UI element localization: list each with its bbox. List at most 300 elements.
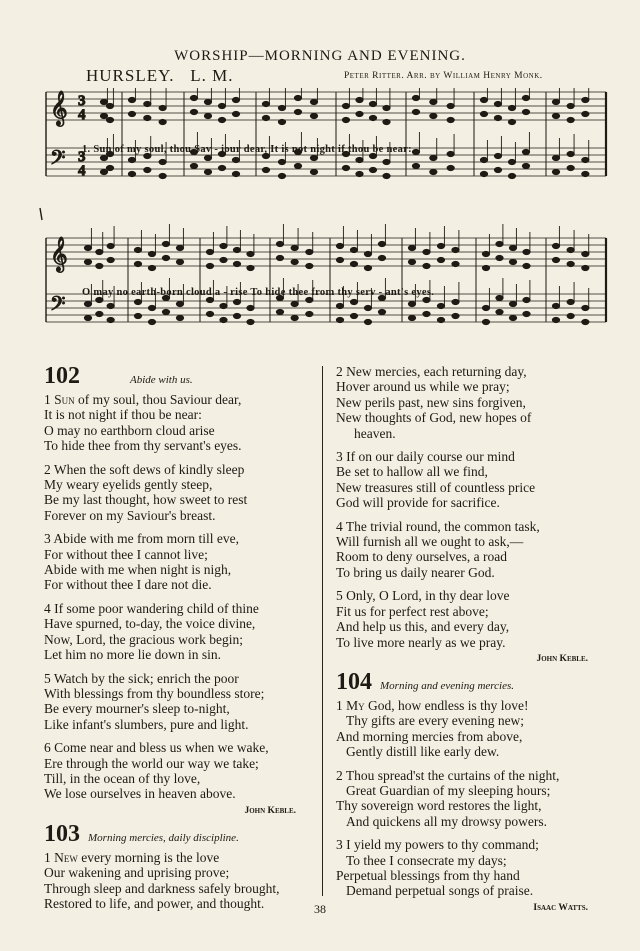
verse-line: And quickens all my drowsy powers. <box>346 813 547 829</box>
note-head <box>496 255 503 260</box>
verse-line: Great Guardian of my sleeping hours; <box>346 782 551 798</box>
note-head <box>310 99 317 104</box>
note-head <box>522 163 529 168</box>
note-head <box>552 317 559 322</box>
note-head <box>494 167 501 172</box>
note-head <box>262 167 269 172</box>
note-head <box>364 251 371 256</box>
verse-line: Be my last thought, how sweet to rest <box>44 492 248 508</box>
verse-line: To bring us daily nearer God. <box>336 564 495 580</box>
verse-line: And help us this, and every day, <box>336 619 510 635</box>
verse-line: 3 If on our daily course our mind <box>336 449 515 465</box>
left-column <box>44 364 316 919</box>
note-head <box>96 249 103 254</box>
note-head <box>582 319 589 324</box>
section-header: WORSHIP—MORNING AND EVENING. <box>174 48 466 64</box>
note-head <box>107 243 114 248</box>
note-head <box>294 109 301 114</box>
note-head <box>107 317 114 322</box>
note-head <box>247 251 254 256</box>
tune-title: HURSLEY. <box>86 66 175 85</box>
verse-line: New treasures still of countless price <box>336 479 536 495</box>
note-head <box>356 111 363 116</box>
note-head <box>482 251 489 256</box>
verse-line: For without thee I cannot live; <box>44 546 208 562</box>
verse-line: Perpetual blessings from thy hand <box>336 867 520 883</box>
note-head <box>100 113 107 118</box>
note-head <box>509 245 516 250</box>
note-head <box>567 313 574 318</box>
note-head <box>291 259 298 264</box>
verse-line: 2 New mercies, each returning day, <box>336 364 527 379</box>
note-head <box>206 263 213 268</box>
verse-line: Restored to life, and power, and thought. <box>44 895 265 911</box>
right-column <box>336 364 602 919</box>
note-head <box>552 99 559 104</box>
note-head <box>278 105 285 110</box>
verse-line: Thy sovereign word restores the light, <box>336 798 542 814</box>
note-head <box>144 115 151 120</box>
note-head <box>159 105 166 110</box>
time-signature: 3 <box>78 149 86 165</box>
note-head <box>100 169 107 174</box>
note-head <box>310 155 317 160</box>
note-head <box>291 245 298 250</box>
note-head <box>452 247 459 252</box>
note-head <box>84 315 91 320</box>
note-head <box>336 303 343 308</box>
note-head <box>452 261 459 266</box>
verse-line: Our wakening and uprising prove; <box>44 865 230 881</box>
note-head <box>278 159 285 164</box>
note-head <box>496 295 503 300</box>
note-head <box>552 169 559 174</box>
note-head <box>144 167 151 172</box>
note-head <box>412 95 419 100</box>
hymn-tune-score <box>38 88 608 350</box>
note-head <box>128 171 135 176</box>
note-head <box>106 103 113 108</box>
note-head <box>423 249 430 254</box>
note-head <box>342 165 349 170</box>
verse-line: 4 The trivial round, the common task, <box>336 518 540 534</box>
note-head <box>176 301 183 306</box>
verse-line: 5 Only, O Lord, in thy dear love <box>336 588 510 604</box>
verse-line: 2 When the soft dews of kindly sleep <box>44 461 245 477</box>
note-head <box>480 111 487 116</box>
note-head <box>176 259 183 264</box>
hymn-102-verses <box>44 392 316 802</box>
note-head <box>447 165 454 170</box>
note-head <box>262 115 269 120</box>
verse-line: Demand perpetual songs of praise. <box>346 883 534 899</box>
note-head <box>364 319 371 324</box>
note-head <box>159 159 166 164</box>
verse-line: And morning mercies from above, <box>336 728 523 744</box>
note-head <box>291 301 298 306</box>
note-head <box>96 311 103 316</box>
note-head <box>508 105 515 110</box>
note-head <box>206 311 213 316</box>
note-head <box>509 301 516 306</box>
note-head <box>582 251 589 256</box>
note-head <box>306 311 313 316</box>
note-head <box>218 103 225 108</box>
hymn-102-heading <box>44 364 316 388</box>
note-head <box>369 167 376 172</box>
note-head <box>204 155 211 160</box>
hymn-102-verse-6 <box>44 740 316 802</box>
bass-clef: 𝄢 <box>50 292 66 320</box>
note-head <box>218 117 225 122</box>
verse-line: Hover around us while we pray; <box>336 379 510 395</box>
verse-line: 1 New every morning is the love <box>44 849 220 865</box>
note-head <box>247 305 254 310</box>
note-head <box>233 299 240 304</box>
note-head <box>100 155 107 160</box>
hymn-102-verse-4 <box>44 601 316 663</box>
note-head <box>220 303 227 308</box>
note-head <box>218 165 225 170</box>
note-head <box>509 315 516 320</box>
note-head <box>176 315 183 320</box>
note-head <box>350 261 357 266</box>
note-head <box>276 255 283 260</box>
note-head <box>162 241 169 246</box>
note-head <box>306 263 313 268</box>
note-head <box>220 257 227 262</box>
note-head <box>276 309 283 314</box>
hymn-104-heading <box>336 670 602 694</box>
note-head <box>480 157 487 162</box>
note-head <box>204 169 211 174</box>
note-head <box>144 101 151 106</box>
verse-line: Be set to hallow all we find, <box>336 464 488 480</box>
hymn-102-cont-verse-1 <box>336 364 602 441</box>
note-head <box>369 115 376 120</box>
note-head <box>220 317 227 322</box>
note-head <box>383 119 390 124</box>
note-head <box>206 249 213 254</box>
note-head <box>408 259 415 264</box>
hymn-title: Morning and evening mercies. <box>380 679 515 692</box>
verse-line: My weary eyelids gently steep, <box>44 477 213 493</box>
note-head <box>582 305 589 310</box>
hymn-102-cont-verse-3 <box>336 519 602 581</box>
note-head <box>523 263 530 268</box>
note-head <box>276 241 283 246</box>
hymn-103-verses-continued <box>336 364 602 650</box>
verse-line: heaven. <box>354 425 396 441</box>
note-head <box>176 245 183 250</box>
verse-line: 3 I yield my powers to thy command; <box>336 837 539 853</box>
time-signature: 3 <box>78 93 86 109</box>
verse-line: Have spurned, to-day, the voice divine, <box>44 616 256 632</box>
note-head <box>342 117 349 122</box>
note-head <box>148 265 155 270</box>
note-head <box>408 245 415 250</box>
verse-line: Forever on my Saviour's breast. <box>44 507 216 523</box>
lyrics-line-1: 1. Sun of my soul, thou Sav - iour dear, It is not night if thou be near: <box>82 144 412 155</box>
note-head <box>482 265 489 270</box>
note-head <box>128 157 135 162</box>
note-head <box>84 301 91 306</box>
note-head <box>232 97 239 102</box>
note-head <box>378 241 385 246</box>
note-head <box>291 315 298 320</box>
note-head <box>134 299 141 304</box>
note-head <box>350 247 357 252</box>
note-head <box>582 265 589 270</box>
treble-clef: 𝄞 <box>50 237 68 272</box>
lyrics-line-2: O may no earth-born cloud a - rise To hide thee from thy serv - ant's eyes. <box>82 287 435 298</box>
hymn-104-verses <box>336 698 602 899</box>
note-head <box>148 319 155 324</box>
note-head <box>190 95 197 100</box>
column-divider <box>322 366 323 896</box>
note-head <box>552 243 559 248</box>
verse-line: 6 Come near and bless us when we wake, <box>44 740 269 756</box>
verse-line: To live more nearly as we pray. <box>336 634 506 650</box>
verse-line: Let him no more lie down in sin. <box>44 647 221 663</box>
verse-line: New thoughts of God, new hopes of <box>336 410 532 426</box>
note-head <box>128 111 135 116</box>
note-head <box>508 159 515 164</box>
note-head <box>582 111 589 116</box>
hymn-102-cont-verse-2 <box>336 449 602 511</box>
note-head <box>582 97 589 102</box>
note-head <box>364 305 371 310</box>
verse-line: Now, Lord, the gracious work begin; <box>44 631 243 647</box>
hymn-title: Morning mercies, daily discipline. <box>88 831 239 844</box>
note-head <box>452 313 459 318</box>
note-head <box>84 259 91 264</box>
hymn-104-verse-3 <box>336 837 602 899</box>
verse-line: Like infant's slumbers, pure and light. <box>44 716 249 732</box>
note-head <box>430 155 437 160</box>
note-head <box>364 265 371 270</box>
note-head <box>430 99 437 104</box>
time-signature: 4 <box>78 163 86 179</box>
tune-meter: L. M. <box>190 66 234 85</box>
note-head <box>523 311 530 316</box>
note-head <box>437 317 444 322</box>
bass-clef: 𝄢 <box>50 146 66 174</box>
note-head <box>159 119 166 124</box>
note-head <box>278 173 285 178</box>
note-head <box>437 243 444 248</box>
note-head <box>496 309 503 314</box>
margin-mark <box>40 208 42 220</box>
note-head <box>567 247 574 252</box>
hymn-103-heading <box>44 822 316 846</box>
note-head <box>378 309 385 314</box>
verse-line: 1 Sun of my soul, thou Saviour dear, <box>44 392 242 407</box>
note-head <box>96 297 103 302</box>
time-signature: 4 <box>78 107 86 123</box>
note-head <box>220 243 227 248</box>
note-head <box>480 171 487 176</box>
tune-name <box>86 66 233 86</box>
note-head <box>509 259 516 264</box>
note-head <box>552 257 559 262</box>
hymn-104-verse-1 <box>336 698 602 760</box>
note-head <box>447 103 454 108</box>
note-head <box>408 301 415 306</box>
note-head <box>508 173 515 178</box>
note-head <box>148 305 155 310</box>
note-head <box>482 319 489 324</box>
note-head <box>350 299 357 304</box>
page-number: 38 <box>314 902 326 916</box>
note-head <box>310 169 317 174</box>
verse-line: New perils past, new sins forgiven, <box>336 394 526 410</box>
verse-line: Through sleep and darkness safely brought, <box>44 880 280 896</box>
hymn-title: Abide with us. <box>130 374 193 386</box>
note-head <box>452 299 459 304</box>
note-head <box>447 151 454 156</box>
note-head <box>232 111 239 116</box>
note-head <box>430 113 437 118</box>
note-head <box>412 163 419 168</box>
note-head <box>567 103 574 108</box>
note-head <box>233 313 240 318</box>
note-head <box>423 297 430 302</box>
note-head <box>369 101 376 106</box>
hymn-number: 104 <box>336 668 372 695</box>
note-head <box>356 157 363 162</box>
note-head <box>552 113 559 118</box>
verse-line: With blessings from thy boundless store; <box>44 685 265 701</box>
note-head <box>294 163 301 168</box>
hymn-102-cont-verse-4 <box>336 588 602 650</box>
note-head <box>100 99 107 104</box>
note-head <box>480 97 487 102</box>
hymn-102-verse-5 <box>44 671 316 733</box>
note-head <box>437 303 444 308</box>
note-head <box>378 255 385 260</box>
note-head <box>522 149 529 154</box>
note-head <box>552 155 559 160</box>
note-head <box>383 159 390 164</box>
note-head <box>350 313 357 318</box>
note-head <box>336 317 343 322</box>
note-head <box>232 171 239 176</box>
note-head <box>522 95 529 100</box>
hymn-number: 103 <box>44 820 80 847</box>
note-head <box>190 109 197 114</box>
note-head <box>423 311 430 316</box>
hymn-103-author: John Keble. <box>536 653 588 664</box>
note-head <box>447 117 454 122</box>
note-head <box>582 171 589 176</box>
note-head <box>206 297 213 302</box>
verse-line: God will provide for sacrifice. <box>336 495 500 511</box>
verse-line: 1 My God, how endless is thy love! <box>336 697 529 713</box>
note-head <box>494 101 501 106</box>
note-head <box>494 153 501 158</box>
note-head <box>106 165 113 170</box>
verse-line: 5 Watch by the sick; enrich the poor <box>44 670 239 686</box>
note-head <box>148 251 155 256</box>
note-head <box>567 261 574 266</box>
note-head <box>336 257 343 262</box>
note-head <box>84 245 91 250</box>
note-head <box>190 163 197 168</box>
hymn-104-author: Isaac Watts. <box>533 902 588 913</box>
note-head <box>262 101 269 106</box>
note-head <box>494 115 501 120</box>
note-head <box>134 313 141 318</box>
note-head <box>383 105 390 110</box>
note-head <box>567 165 574 170</box>
note-head <box>567 299 574 304</box>
note-head <box>204 99 211 104</box>
note-head <box>306 297 313 302</box>
note-head <box>356 97 363 102</box>
verse-line: Room to deny ourselves, a road <box>336 549 507 565</box>
note-head <box>96 263 103 268</box>
note-head <box>423 263 430 268</box>
note-head <box>294 95 301 100</box>
note-head <box>128 97 135 102</box>
note-head <box>233 247 240 252</box>
note-head <box>306 249 313 254</box>
verse-line: Ere through the world our way we take; <box>44 755 259 771</box>
note-head <box>162 309 169 314</box>
note-head <box>522 109 529 114</box>
hymn-104-verse-2 <box>336 768 602 830</box>
verse-line: Will furnish all we ought to ask,— <box>336 534 524 550</box>
verse-line: Abide with me when night is nigh, <box>44 562 232 578</box>
note-head <box>567 117 574 122</box>
note-head <box>134 247 141 252</box>
note-head <box>408 315 415 320</box>
note-head <box>233 261 240 266</box>
note-head <box>162 255 169 260</box>
note-head <box>134 261 141 266</box>
note-head <box>482 305 489 310</box>
note-head <box>310 113 317 118</box>
note-head <box>107 303 114 308</box>
note-head <box>342 103 349 108</box>
note-head <box>430 169 437 174</box>
verse-line: 3 Abide with me from morn till eve, <box>44 531 239 547</box>
treble-clef: 𝄞 <box>50 91 68 126</box>
verse-line: Gently distill like early dew. <box>346 744 500 760</box>
verse-line: To thee I consecrate my days; <box>346 852 507 868</box>
note-head <box>437 257 444 262</box>
note-head <box>567 151 574 156</box>
note-head <box>412 109 419 114</box>
note-head <box>356 171 363 176</box>
note-head <box>412 149 419 154</box>
verse-line: 4 If some poor wandering child of thine <box>44 600 259 616</box>
note-head <box>336 243 343 248</box>
note-head <box>523 249 530 254</box>
note-head <box>106 117 113 122</box>
note-head <box>232 157 239 162</box>
note-head <box>159 173 166 178</box>
note-head <box>552 303 559 308</box>
verse-line: 2 Thou spread'st the curtains of the night, <box>336 767 560 783</box>
verse-line: Fit us for perfect rest above; <box>336 603 489 619</box>
verse-line: Thy gifts are every evening new; <box>346 713 525 729</box>
composer-credit: Peter Ritter. Arr. by William Henry Monk. <box>344 71 543 81</box>
note-head <box>247 265 254 270</box>
hymn-102-author: John Keble. <box>244 805 296 816</box>
note-head <box>107 257 114 262</box>
